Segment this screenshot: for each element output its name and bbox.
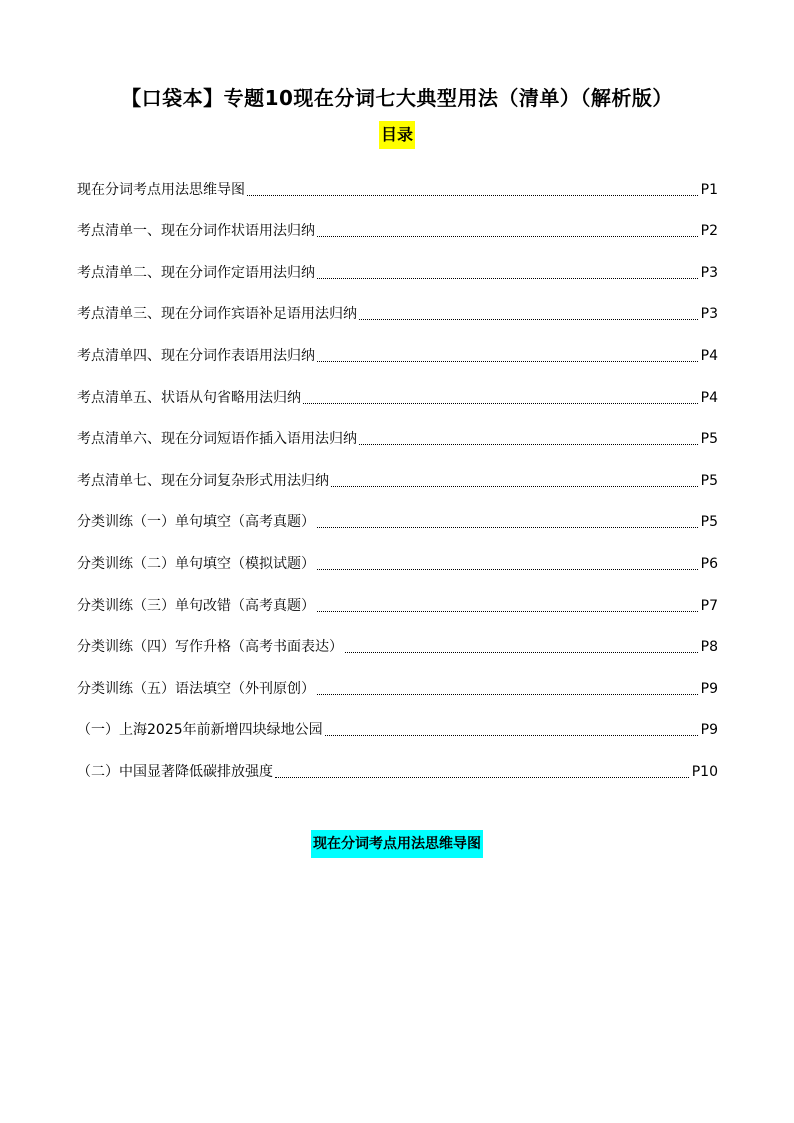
toc-dot-leader [247, 195, 698, 196]
toc-entry-page: P3 [700, 264, 718, 281]
toc-entry-label: 考点清单六、现在分词短语作插入语用法归纳 [77, 431, 357, 448]
toc-entry[interactable] [77, 211, 718, 253]
toc-entry-label: 分类训练（五）语法填空（外刊原创） [77, 680, 315, 697]
toc-entry-label: 考点清单一、现在分词作状语用法归纳 [77, 223, 315, 240]
toc-dot-leader [325, 735, 698, 736]
toc-entry[interactable] [77, 460, 718, 502]
toc-dot-leader [359, 319, 698, 320]
toc-dot-leader [359, 444, 698, 445]
toc-entry-page: P2 [700, 223, 718, 240]
toc-entry-page: P4 [700, 389, 718, 406]
toc-entry-page: P6 [700, 555, 718, 572]
toc-entry[interactable] [77, 294, 718, 336]
toc-entry-page: P5 [700, 514, 718, 531]
toc-dot-leader [317, 278, 698, 279]
toc-dot-leader [317, 527, 698, 528]
toc-dot-leader [317, 694, 698, 695]
toc-entry-page: P4 [700, 347, 718, 364]
toc-dot-leader [317, 611, 698, 612]
toc-dot-leader [275, 777, 689, 778]
toc-entry[interactable] [77, 543, 718, 585]
toc-dot-leader [317, 236, 698, 237]
toc-entry[interactable] [77, 668, 718, 710]
toc-entry-label: 分类训练（一）单句填空（高考真题） [77, 514, 315, 531]
toc-entry[interactable] [77, 502, 718, 544]
toc-dot-leader [331, 486, 698, 487]
toc-entry-label: （二）中国显著降低碳排放强度 [77, 763, 273, 780]
toc-entry[interactable] [77, 169, 718, 211]
toc-entry[interactable] [77, 585, 718, 627]
toc-entry-label: 现在分词考点用法思维导图 [77, 181, 245, 198]
toc-entry-page: P9 [700, 722, 718, 739]
toc-entry-label: 分类训练（三）单句改错（高考真题） [77, 597, 315, 614]
toc-entry-page: P5 [700, 472, 718, 489]
section-heading-container [0, 830, 794, 858]
toc-entry-page: P8 [700, 639, 718, 656]
document-title: 【口袋本】专题10现在分词七大典型用法（清单）（解析版） [121, 86, 673, 110]
toc-entry-label: 考点清单四、现在分词作表语用法归纳 [77, 347, 315, 364]
toc-entry-label: 分类训练（二）单句填空（模拟试题） [77, 555, 315, 572]
toc-entry-page: P10 [691, 763, 718, 780]
toc-entry[interactable] [77, 710, 718, 752]
toc-entry[interactable] [77, 335, 718, 377]
table-of-contents [77, 169, 718, 793]
toc-dot-leader [317, 361, 698, 362]
toc-dot-leader [345, 652, 698, 653]
toc-entry-page: P1 [700, 181, 718, 198]
toc-entry[interactable] [77, 252, 718, 294]
toc-entry-page: P9 [700, 680, 718, 697]
toc-entry[interactable] [77, 377, 718, 419]
section-heading: 现在分词考点用法思维导图 [311, 830, 483, 858]
toc-entry-label: 分类训练（四）写作升格（高考书面表达） [77, 639, 343, 656]
toc-entry[interactable] [77, 419, 718, 461]
toc-entry-label: （一）上海2025年前新增四块绿地公园 [77, 722, 323, 739]
toc-entry-page: P5 [700, 431, 718, 448]
toc-dot-leader [303, 403, 698, 404]
toc-entry-label: 考点清单三、现在分词作宾语补足语用法归纳 [77, 306, 357, 323]
toc-dot-leader [317, 569, 698, 570]
toc-entry[interactable] [77, 627, 718, 669]
toc-heading-container [0, 121, 794, 149]
toc-entry-label: 考点清单五、状语从句省略用法归纳 [77, 389, 301, 406]
toc-entry-page: P3 [700, 306, 718, 323]
toc-entry[interactable] [77, 751, 718, 793]
toc-entry-label: 考点清单七、现在分词复杂形式用法归纳 [77, 472, 329, 489]
toc-entry-page: P7 [700, 597, 718, 614]
toc-heading: 目录 [379, 121, 415, 149]
toc-entry-label: 考点清单二、现在分词作定语用法归纳 [77, 264, 315, 281]
